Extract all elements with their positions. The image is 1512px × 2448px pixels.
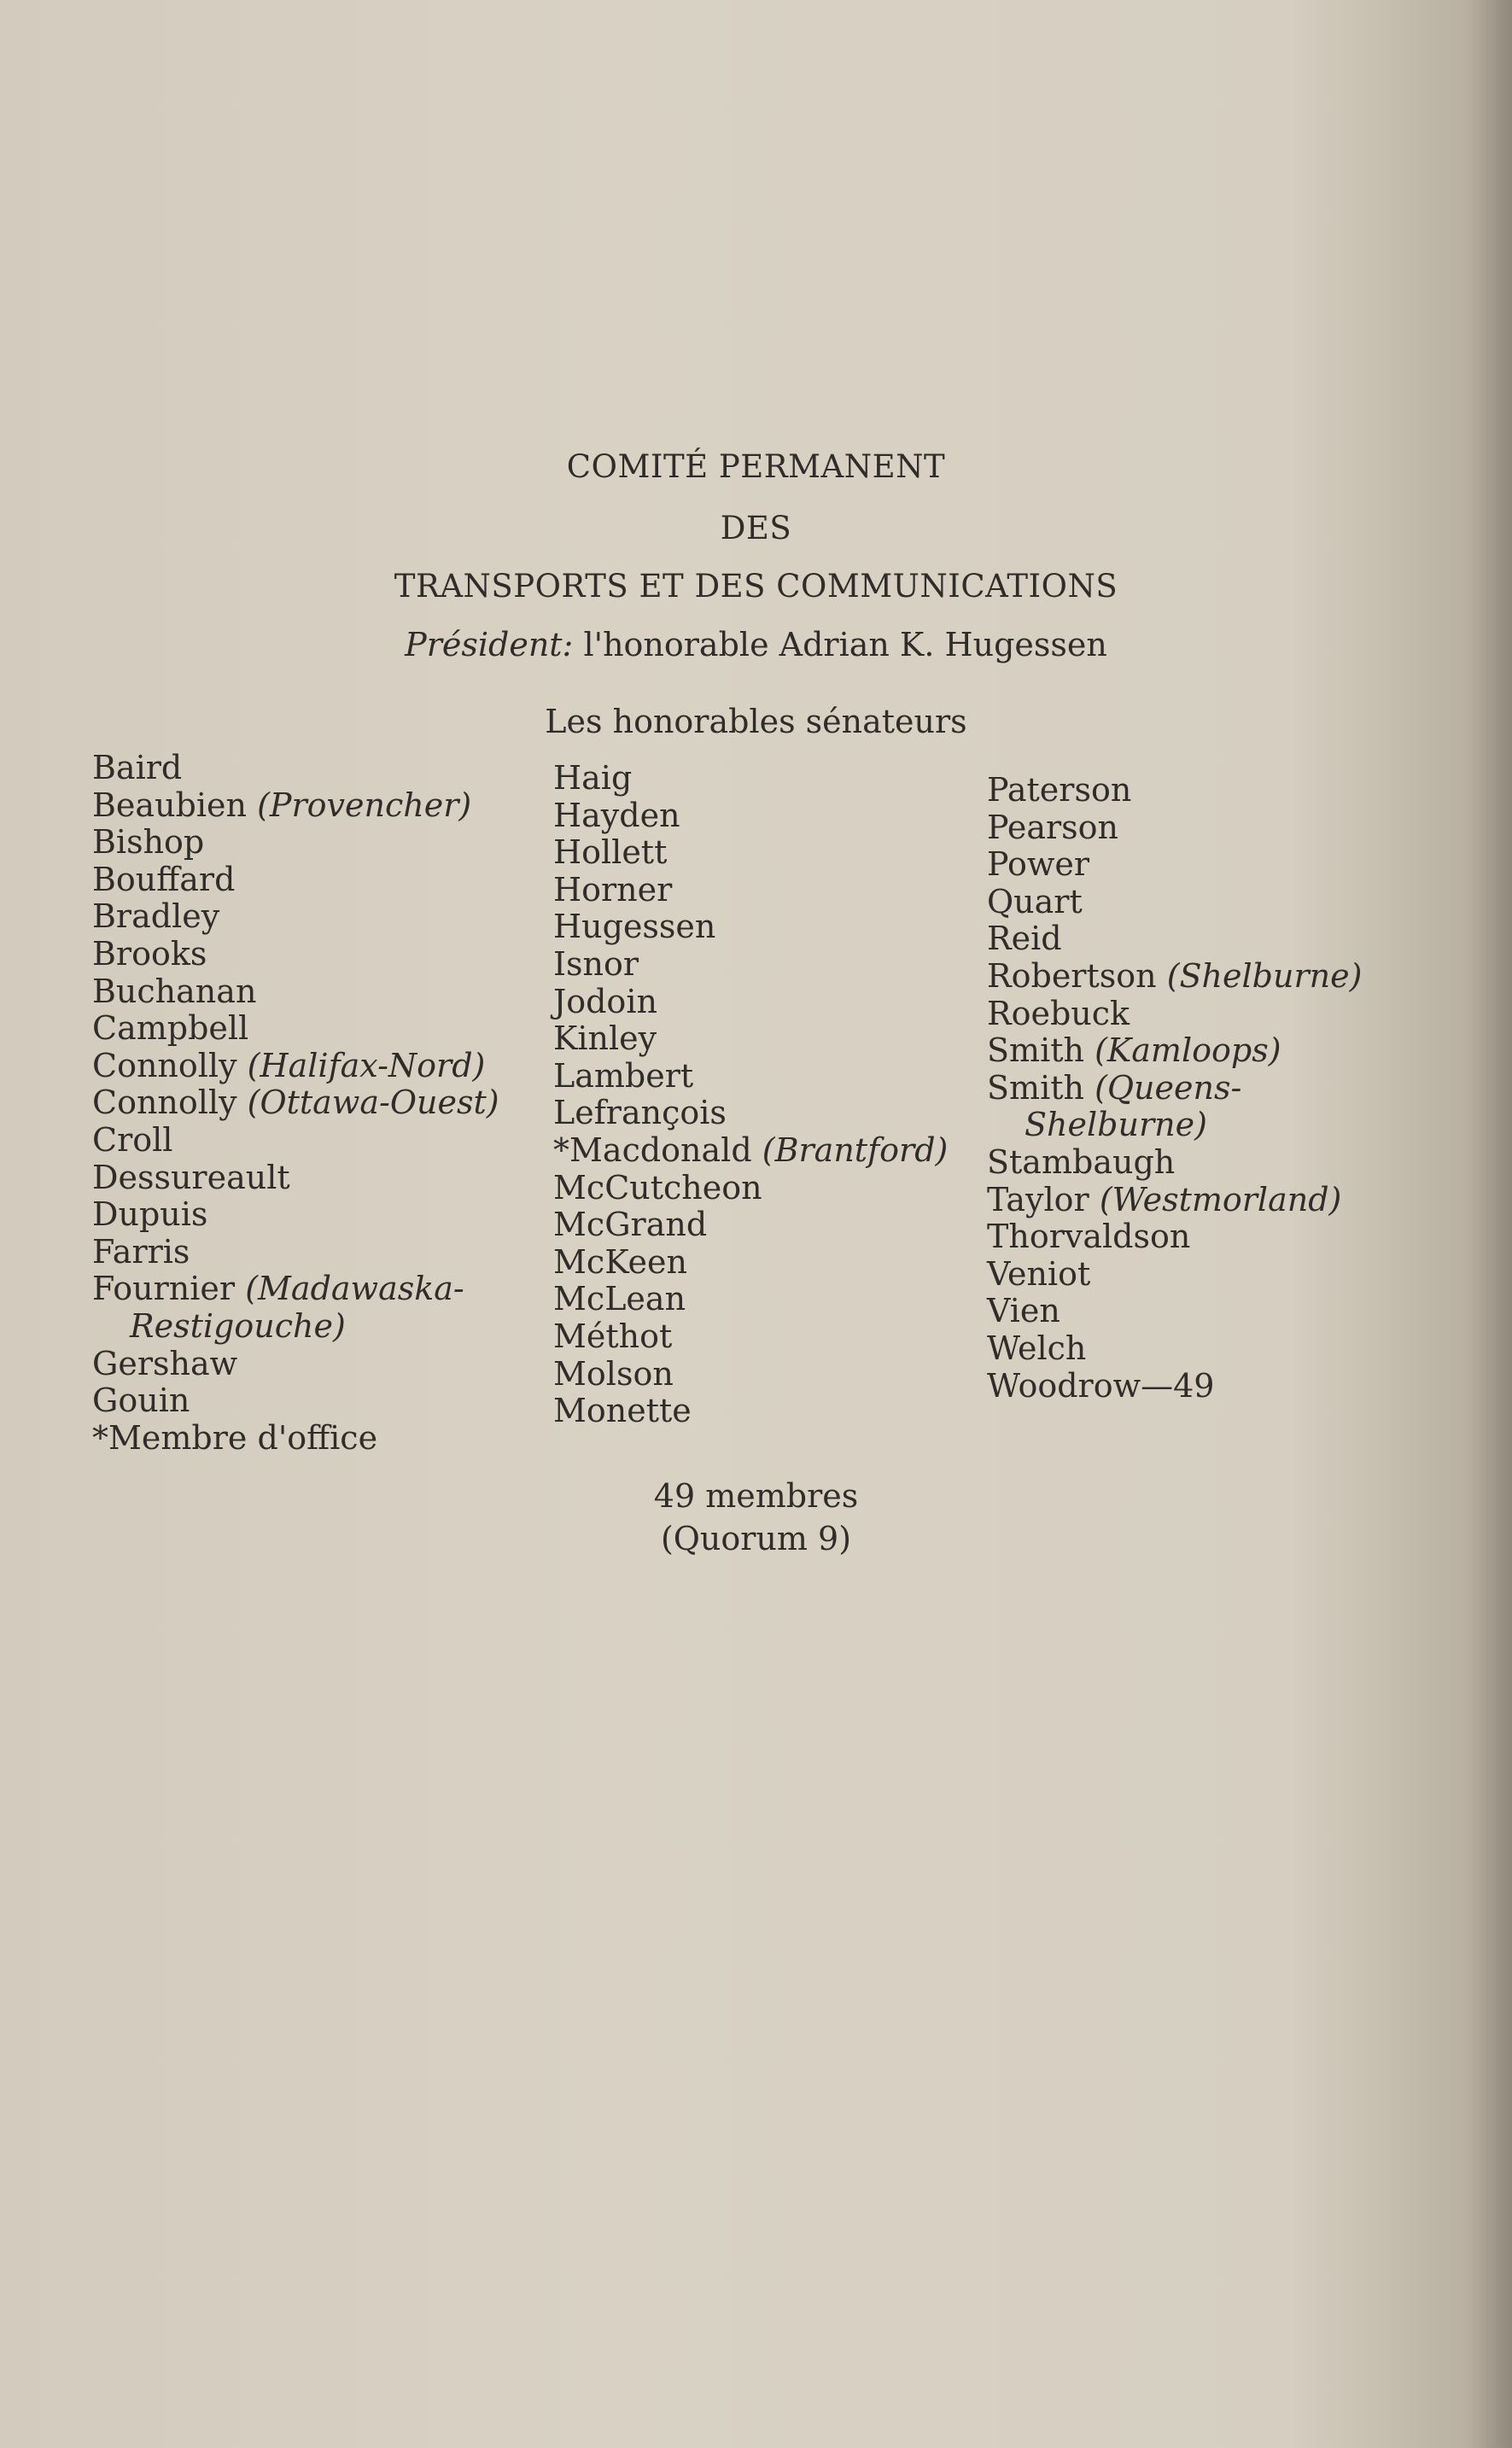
senator-name: Connolly (92, 1046, 237, 1084)
member-count: 49 membres (653, 1477, 859, 1515)
president-line (0, 626, 1512, 663)
senator-name: Welch (987, 1329, 1087, 1367)
senator-name: Quart (987, 882, 1083, 920)
senator-name: Méthot (553, 1317, 673, 1355)
senator-entry (553, 1393, 948, 1430)
senator-name: Woodrow—49 (987, 1366, 1215, 1405)
senator-entry (92, 1122, 499, 1160)
senator-name: Campbell (92, 1009, 249, 1048)
president-label: Président: (405, 626, 574, 663)
senator-entry (553, 984, 948, 1021)
senator-entry (987, 920, 1362, 958)
senator-name: Taylor (987, 1180, 1089, 1218)
senator-name: Baird (92, 749, 183, 786)
senator-name: Connolly (92, 1084, 237, 1122)
senator-name: Molson (553, 1354, 674, 1393)
senator-name: Fournier (92, 1270, 236, 1308)
senator-name: Lambert (553, 1056, 694, 1095)
senator-entry (92, 1346, 499, 1383)
senator-name: Robertson (987, 956, 1157, 995)
senator-constituency: (Madawaska- (245, 1270, 464, 1308)
senator-entry (92, 936, 499, 973)
senator-column-3 (987, 772, 1362, 1405)
senator-entry (553, 1244, 948, 1282)
senator-entry (92, 1010, 499, 1048)
senator-name: Thorvaldson (987, 1218, 1191, 1256)
senator-name: Horner (553, 870, 673, 909)
senator-name: Hayden (553, 796, 680, 834)
senator-name: Dessureault (92, 1158, 290, 1196)
senator-name: Bishop (92, 823, 205, 862)
senator-name: McGrand (553, 1206, 708, 1244)
senator-name: Hugessen (553, 908, 716, 946)
senator-name: McLean (553, 1280, 686, 1318)
senator-name: Stambaugh (987, 1142, 1176, 1181)
senator-name: Buchanan (92, 972, 257, 1010)
senator-entry (92, 1084, 499, 1122)
senator-name: Bradley (92, 897, 220, 936)
quorum: (Quorum 9) (660, 1520, 852, 1557)
senator-entry (553, 1356, 948, 1393)
senator-name: Pearson (987, 808, 1119, 846)
senator-name: Croll (92, 1120, 173, 1159)
senator-name: Brooks (92, 934, 207, 973)
senator-entry (553, 1020, 948, 1058)
senator-name: Roebuck (987, 994, 1130, 1032)
senator-name: Gershaw (92, 1344, 238, 1382)
senator-entry (987, 1368, 1362, 1405)
senator-entry (92, 750, 499, 787)
senator-name: McKeen (553, 1242, 688, 1281)
senator-entry (553, 872, 948, 909)
senator-constituency: Restigouche) (130, 1306, 346, 1345)
senator-entry (987, 772, 1362, 809)
committee-title-des: DES (720, 510, 792, 546)
senator-name: Farris (92, 1232, 190, 1271)
senator-entry (987, 1144, 1362, 1182)
senator-entry (553, 1170, 948, 1207)
senator-entry (553, 760, 948, 797)
senator-entry (987, 846, 1362, 884)
senator-name: Beaubien (92, 786, 247, 824)
senators-subheading: Les honorables sénateurs (545, 703, 967, 740)
senator-entry (553, 1281, 948, 1318)
senator-constituency: (Westmorland) (1099, 1180, 1342, 1218)
senator-entry (987, 809, 1362, 847)
senator-name: Power (987, 845, 1090, 884)
senator-entry (92, 1196, 499, 1234)
senator-entry (92, 1382, 499, 1420)
senator-name: Gouin (92, 1382, 190, 1420)
senator-entry (92, 862, 499, 899)
senator-name: Dupuis (92, 1195, 208, 1234)
senator-entry (92, 1160, 499, 1197)
senator-entry (553, 1095, 948, 1132)
senator-name: Isnor (553, 944, 639, 983)
senator-name: *Membre d'office (92, 1418, 378, 1457)
committee-title: COMITÉ PERMANENT (566, 448, 946, 485)
senator-column-1 (92, 750, 499, 1457)
senator-entry (92, 898, 499, 936)
senator-entry (553, 1132, 948, 1170)
senator-constituency: (Provencher) (257, 786, 472, 824)
senator-entry (92, 1048, 499, 1085)
senator-name: Paterson (987, 771, 1132, 809)
senator-entry (987, 1256, 1362, 1294)
senator-name: Hollett (553, 833, 668, 872)
senator-constituency: (Queens- (1095, 1068, 1242, 1107)
senator-entry (553, 946, 948, 984)
senator-entry (987, 1107, 1362, 1144)
senator-name: Kinley (553, 1020, 657, 1058)
senator-name: Vien (987, 1292, 1060, 1330)
senator-constituency: (Kamloops) (1095, 1031, 1281, 1070)
senator-entry (92, 787, 499, 825)
senator-constituency: (Halifax-Nord) (247, 1046, 486, 1084)
senator-name: Jodoin (553, 982, 657, 1020)
senator-entry (987, 1330, 1362, 1368)
senator-constituency: (Ottawa-Ouest) (247, 1084, 499, 1122)
senator-name: Smith (987, 1068, 1084, 1107)
senator-entry (553, 1318, 948, 1356)
senator-entry (553, 834, 948, 872)
senator-entry (92, 1234, 499, 1271)
senator-name: Haig (553, 759, 633, 797)
senator-entry (987, 996, 1362, 1033)
senator-entry (987, 958, 1362, 996)
senator-entry (92, 824, 499, 862)
senator-entry (987, 1070, 1362, 1107)
senator-entry (553, 1206, 948, 1244)
senator-constituency: (Brantford) (762, 1131, 949, 1169)
senator-name: Bouffard (92, 860, 236, 898)
senator-name: Reid (987, 920, 1062, 958)
senator-entry (92, 973, 499, 1011)
senator-entry (92, 1271, 499, 1308)
president-name: l'honorable Adrian K. Hugessen (583, 626, 1107, 663)
senator-name: McCutcheon (553, 1168, 762, 1206)
senator-entry (92, 1420, 499, 1458)
senator-name: Lefrançois (553, 1094, 727, 1132)
senator-entry (987, 884, 1362, 921)
senator-name: *Macdonald (553, 1131, 752, 1169)
senator-entry (553, 797, 948, 835)
senator-name: Monette (553, 1392, 692, 1430)
senator-entry (553, 1058, 948, 1095)
senator-entry (553, 909, 948, 946)
senator-entry (987, 1032, 1362, 1070)
senator-constituency: (Shelburne) (1166, 956, 1363, 995)
senator-entry (987, 1182, 1362, 1219)
committee-title-transports: TRANSPORTS ET DES COMMUNICATIONS (394, 568, 1118, 605)
senator-entry (92, 1308, 499, 1346)
senator-name: Veniot (987, 1254, 1091, 1293)
senator-entry (987, 1218, 1362, 1256)
senator-name: Smith (987, 1031, 1084, 1070)
senator-column-2 (553, 760, 948, 1430)
senator-constituency: Shelburne) (1025, 1106, 1207, 1144)
senator-entry (987, 1293, 1362, 1330)
